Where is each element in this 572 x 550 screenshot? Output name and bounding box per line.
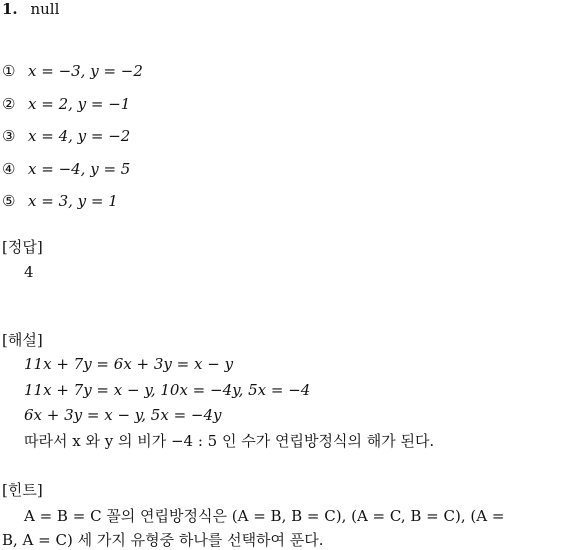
choice-mark: ③ xyxy=(2,127,16,145)
answer-value: 4 xyxy=(24,263,34,281)
choice-item xyxy=(2,190,143,223)
explanation-line: 11x + 7y = x − y, 10x = −4y, 5x = −4 xyxy=(24,381,311,399)
choice-text: x = −4, y = 5 xyxy=(28,159,131,178)
explanation-line: 11x + 7y = 6x + 3y = x − y xyxy=(24,355,234,373)
explanation-line: 6x + 3y = x − y, 5x = −4y xyxy=(24,406,222,424)
answer-title: [정답] xyxy=(2,238,43,256)
explanation-title: [해설] xyxy=(2,331,43,349)
choice-mark: ④ xyxy=(2,159,16,178)
choice-item xyxy=(2,93,143,126)
choice-text: x = 2, y = −1 xyxy=(28,94,131,113)
question-number: 1. xyxy=(2,0,18,18)
question-header xyxy=(2,0,59,18)
question-text: null xyxy=(30,0,60,18)
choice-list xyxy=(2,60,143,223)
choice-text: x = 4, y = −2 xyxy=(28,127,131,145)
hint-line: B, A = C) 세 가지 유형중 하나를 선택하여 푼다. xyxy=(2,531,324,549)
choice-mark: ② xyxy=(2,94,16,113)
hint-title: [힌트] xyxy=(2,481,43,499)
choice-text: x = −3, y = −2 xyxy=(28,62,143,80)
choice-mark: ① xyxy=(2,62,16,80)
explanation-line: 따라서 x 와 y 의 비가 −4 : 5 인 수가 연립방정식의 해가 된다. xyxy=(24,432,435,450)
hint-line: A = B = C 꼴의 연립방정식은 (A = B, B = C), (A = C, B = C), (A = xyxy=(24,507,505,525)
choice-item xyxy=(2,158,143,191)
choice-mark: ⑤ xyxy=(2,192,16,210)
choice-text: x = 3, y = 1 xyxy=(28,192,118,210)
choice-item xyxy=(2,125,143,158)
choice-item xyxy=(2,60,143,93)
